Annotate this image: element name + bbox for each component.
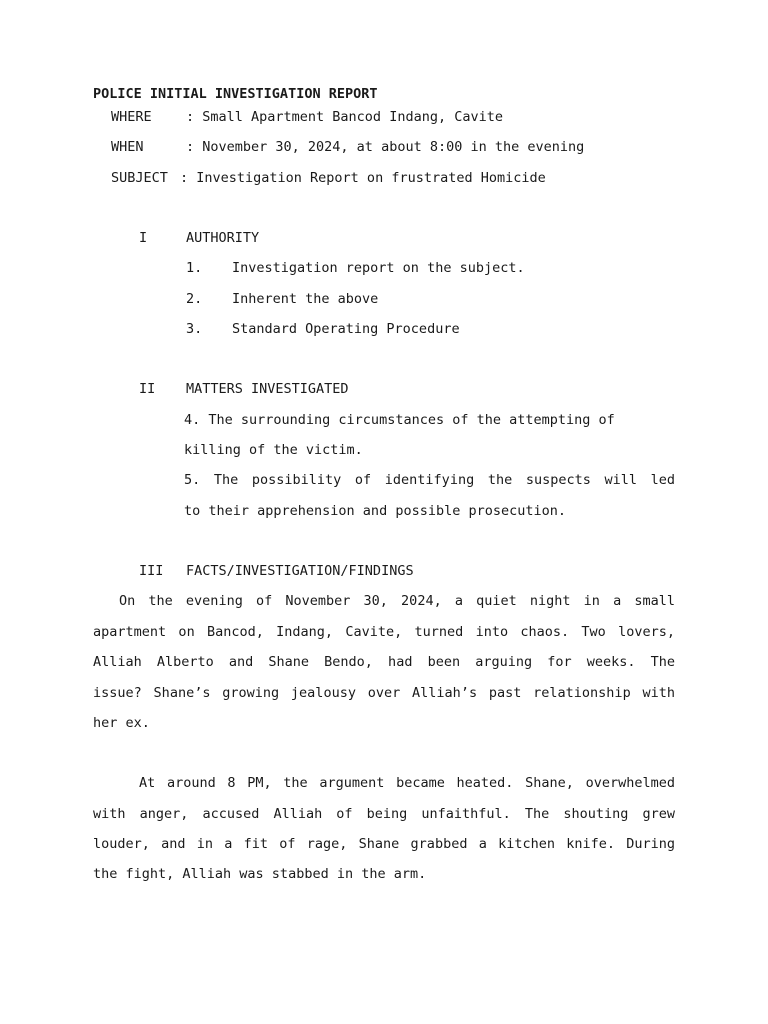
authority-item-number: 2. [186,291,203,307]
when-value: : November 30, 2024, at about 8:00 in the evening [186,139,585,155]
facts-paragraph-1-line: her ex. [93,715,150,731]
authority-item-number: 1. [186,260,203,276]
authority-item-text: Standard Operating Procedure [232,321,460,337]
section-numeral-matters: II [139,381,156,397]
facts-paragraph-2-line: At around 8 PM, the argument became heated. Shane, overwhelmed [139,775,675,791]
section-heading-authority: AUTHORITY [186,230,260,246]
facts-paragraph-1-line: apartment on Bancod, Indang, Cavite, turned into chaos. Two lovers, [93,624,675,640]
facts-paragraph-1-line: issue? Shane’s growing jealousy over Alliah’s past relationship with [93,685,675,701]
subject-label: SUBJECT [111,170,168,186]
when-label: WHEN [111,139,144,155]
section-heading-facts: FACTS/INVESTIGATION/FINDINGS [186,563,414,579]
matters-item-4-line: killing of the victim. [184,442,363,458]
facts-paragraph-1-line: Alliah Alberto and Shane Bendo, had been arguing for weeks. The [93,654,675,670]
authority-item-text: Inherent the above [232,291,379,307]
facts-paragraph-2-line: with anger, accused Alliah of being unfaithful. The shouting grew [93,806,675,822]
section-numeral-authority: I [139,230,148,246]
facts-paragraph-2-line: the fight, Alliah was stabbed in the arm. [93,866,427,882]
where-value: : Small Apartment Bancod Indang, Cavite [186,109,503,125]
facts-paragraph-2-line: louder, and in a fit of rage, Shane grabbed a kitchen knife. During [93,836,675,852]
where-label: WHERE [111,109,152,125]
section-heading-matters: MATTERS INVESTIGATED [186,381,349,397]
facts-paragraph-1-line: On the evening of November 30, 2024, a quiet night in a small [119,593,675,609]
matters-item-5-line: 5. The possibility of identifying the suspects will led [184,472,675,488]
authority-item-text: Investigation report on the subject. [232,260,525,276]
section-numeral-facts: III [139,563,164,579]
report-title: POLICE INITIAL INVESTIGATION REPORT [93,86,378,102]
matters-item-5-line: to their apprehension and possible prosecution. [184,503,567,519]
authority-item-number: 3. [186,321,203,337]
subject-value: : Investigation Report on frustrated Homicide [180,170,546,186]
matters-item-4-line: 4. The surrounding circumstances of the attempting of [184,412,615,428]
